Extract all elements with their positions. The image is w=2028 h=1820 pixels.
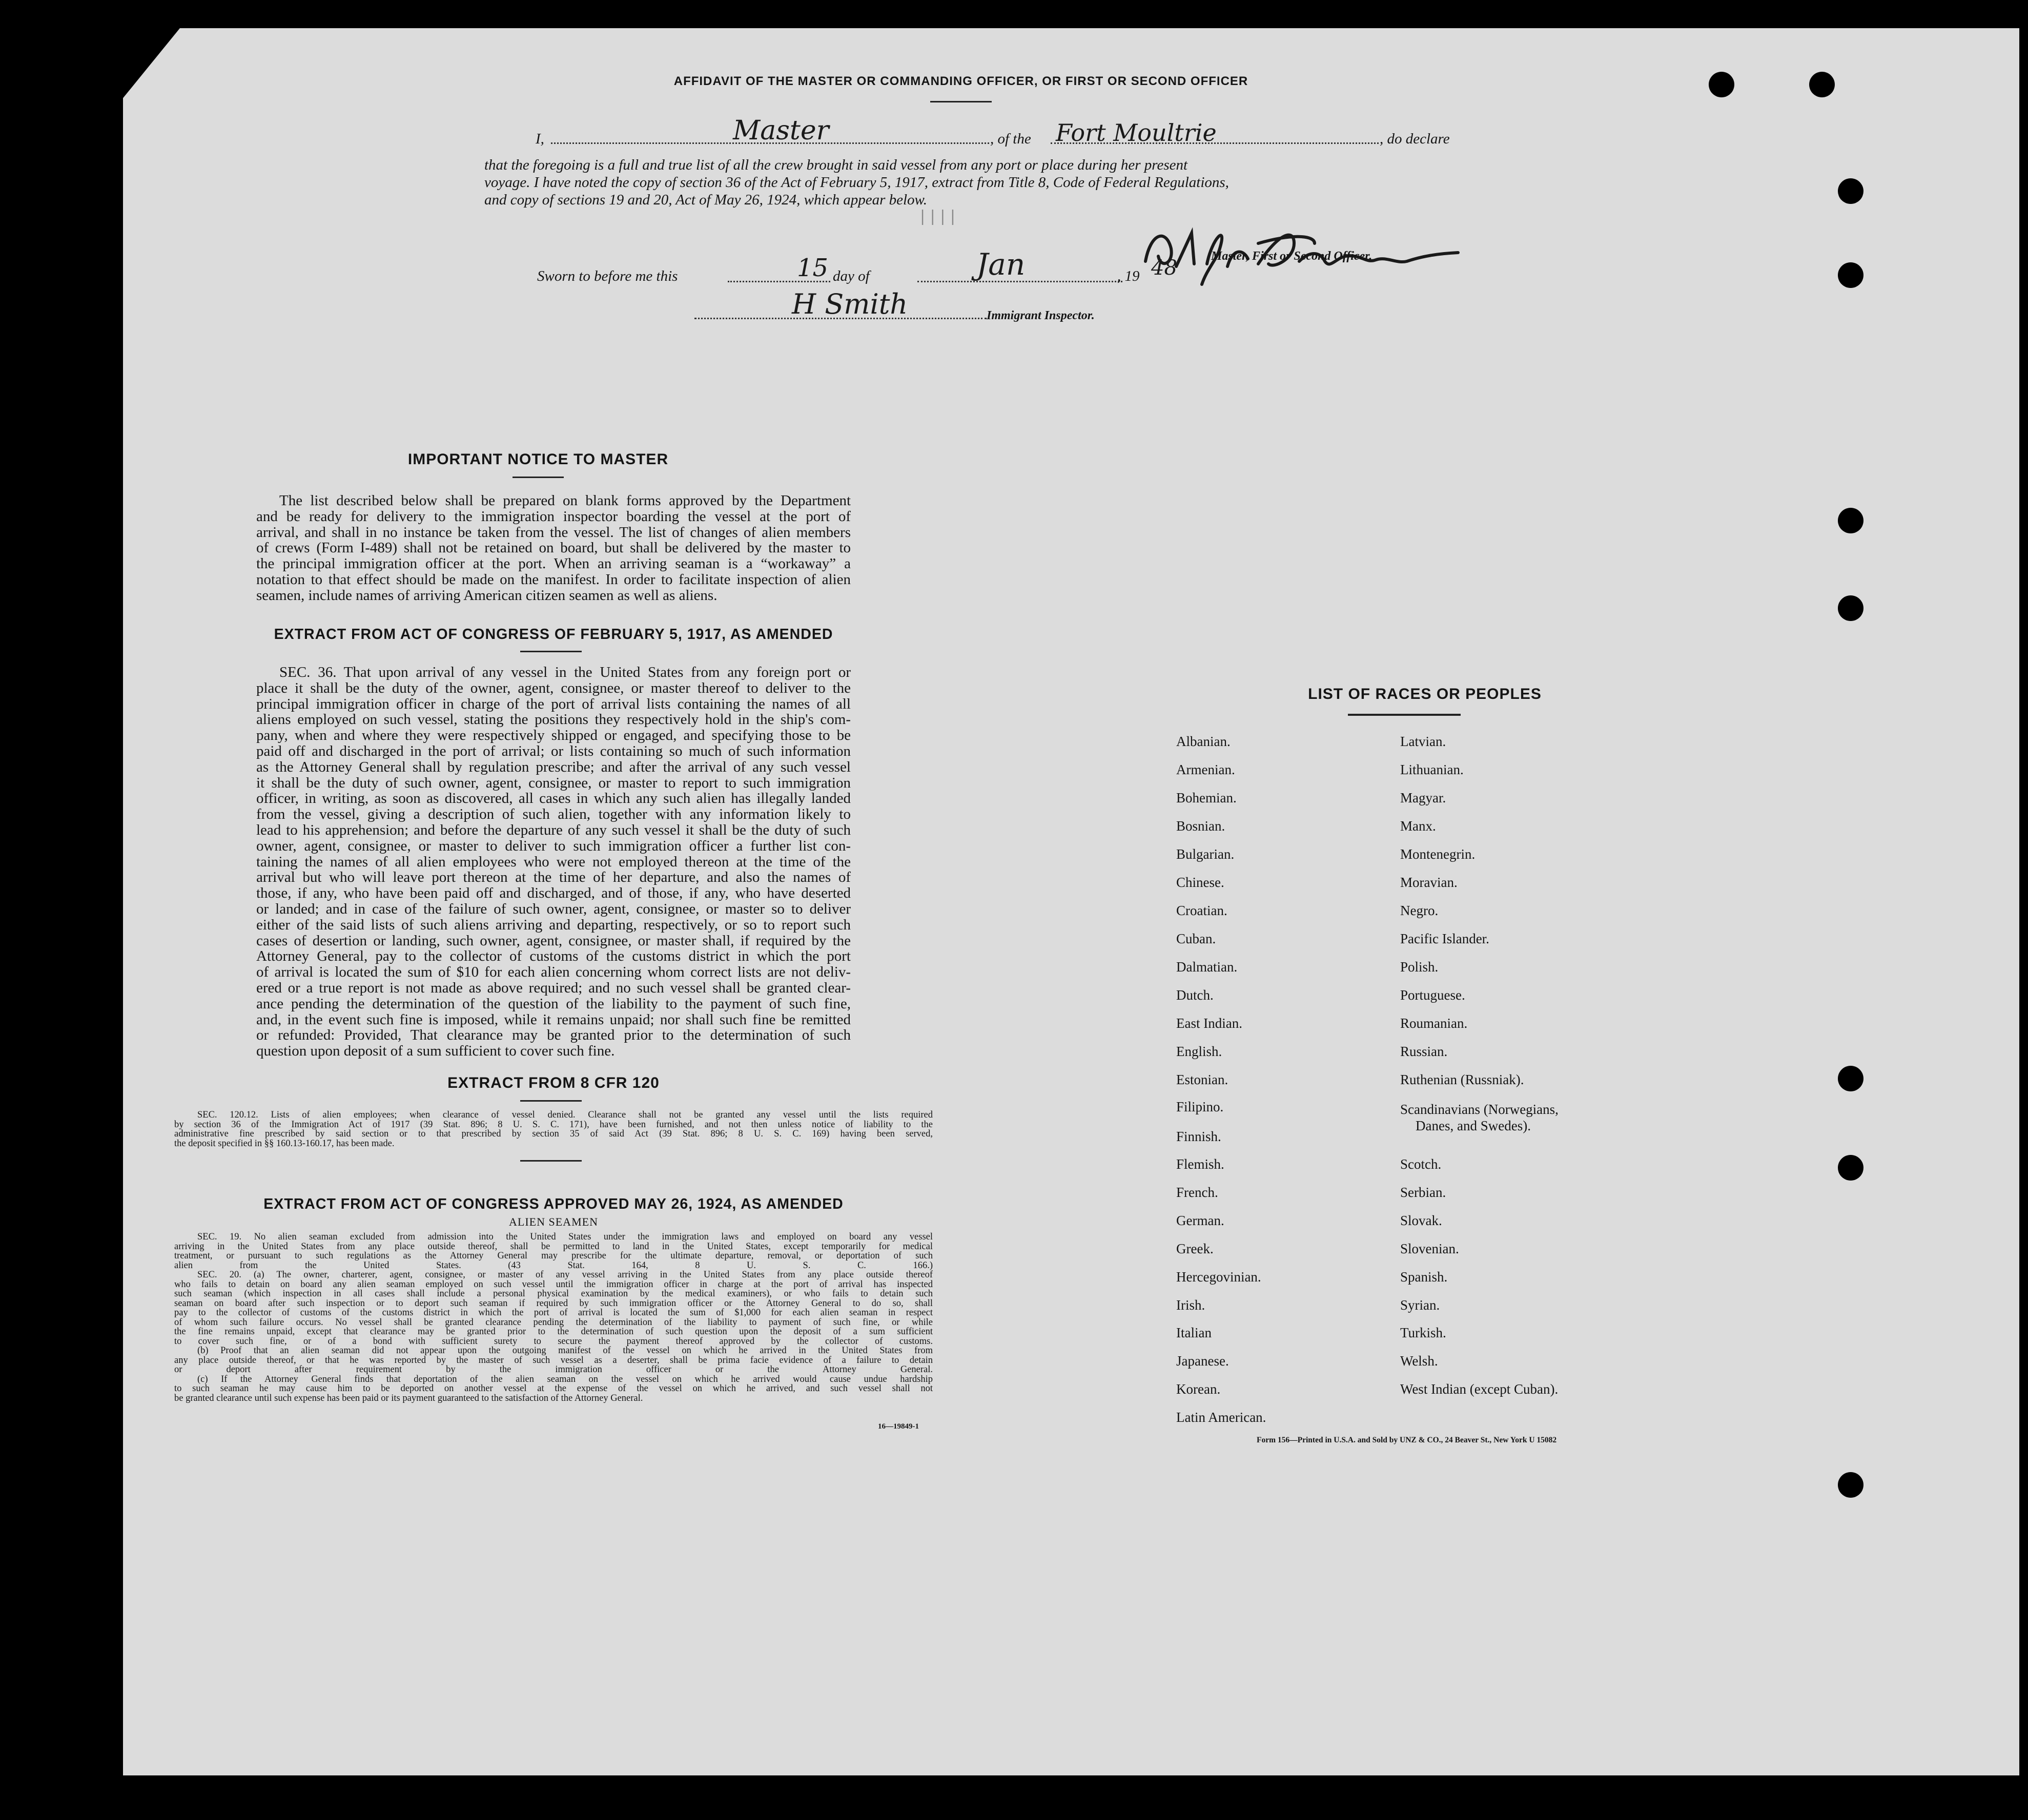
extract-1917-rule	[520, 651, 582, 652]
extract-1924-title: EXTRACT FROM ACT OF CONGRESS APPROVED MAY 26, 1924, AS AMENDED	[263, 1196, 844, 1212]
signature-caption: Master, First or Second Officer.	[1211, 250, 1373, 263]
race-entry: Polish.	[1400, 959, 1439, 975]
race-entry: Latvian.	[1400, 734, 1446, 749]
race-entry: West Indian (except Cuban).	[1400, 1381, 1559, 1397]
text-line: aliens employed on such vessel, stating the positions they respectively hold in the ship's com-	[256, 712, 851, 728]
race-entry: Dalmatian.	[1176, 959, 1238, 975]
punch-hole	[1838, 1066, 1863, 1091]
text-line: lead to his apprehension; and before the departure of any such vessel it shall be the duty of such	[256, 822, 851, 838]
text-line: paid off and discharged in the port of arrival; or lists containing so much of such information	[256, 743, 851, 759]
text-line: who fails to detain on board any alien seaman employed on such vessel until the immigration officer in charge at the port of arrival has inspected	[174, 1279, 933, 1289]
race-entry: Irish.	[1176, 1297, 1205, 1313]
race-entry: Scandinavians (Norwegians,	[1400, 1102, 1559, 1117]
of-the-label: , of the	[990, 131, 1031, 147]
punch-hole	[1838, 508, 1863, 533]
race-entry: Roumanian.	[1400, 1016, 1468, 1031]
text-line: treatment, or pursuant to such regulations as the Attorney General may prescribe for the ultimate departure, removal, or deportation of such	[174, 1251, 933, 1261]
text-line: those, if any, who have been paid off and discharged, and of those, if any, who have deserted	[256, 885, 851, 901]
text-line: the deposit specified in §§ 160.13-160.17, has been made.	[174, 1139, 395, 1148]
race-entry: Bulgarian.	[1176, 846, 1235, 862]
race-entry: French.	[1176, 1185, 1218, 1200]
race-entry: Pacific Islander.	[1400, 931, 1489, 946]
race-entry: Serbian.	[1400, 1185, 1446, 1200]
race-entry: Montenegrin.	[1400, 846, 1476, 862]
extract-1924-body	[174, 1232, 933, 1403]
race-entry: Portuguese.	[1400, 987, 1465, 1003]
race-entry: Danes, and Swedes).	[1416, 1118, 1531, 1133]
race-entry: Estonian.	[1176, 1072, 1228, 1087]
punch-hole	[1838, 1472, 1863, 1498]
race-entry: Greek.	[1176, 1241, 1214, 1256]
text-line: to cover such fine, or of a bond with sufficient surety to secure the payment thereof approved by the collector of customs.	[174, 1336, 933, 1346]
race-entry: Lithuanian.	[1400, 762, 1464, 777]
punch-hole	[1838, 1155, 1863, 1181]
text-line: from the vessel, giving a description of such alien, together with any information likely to	[256, 806, 851, 822]
race-entry: Bohemian.	[1176, 790, 1237, 805]
text-line: or deport after requirement by the immigration officer or the Attorney General.	[174, 1365, 933, 1375]
text-line: ance pending the determination of the question of the liability to the payment of such fine,	[256, 996, 851, 1012]
master-handwritten: Master	[733, 115, 829, 146]
cfr-title: EXTRACT FROM 8 CFR 120	[447, 1074, 660, 1091]
inspector-caption: Immigrant Inspector.	[987, 309, 1095, 322]
race-entry: East Indian.	[1176, 1016, 1242, 1031]
text-line: such seaman (which inspection in all cases shall include a personal physical examination by the medical examiners), or who fails to detain such	[174, 1289, 933, 1299]
text-line: either of the said lists of such aliens arriving and departing, respectively, or so to report such	[256, 917, 851, 933]
text-line: and, in the event such fine is imposed, while it remains unpaid; nor shall such fine be remitted	[256, 1011, 851, 1028]
month-handwritten: Jan	[976, 247, 1026, 282]
text-line: SEC. 20. (a) The owner, charterer, agent, consignee, or master of any vessel arriving in the United States from any place outside thereof	[197, 1270, 933, 1280]
race-entry: Filipino.	[1176, 1099, 1224, 1114]
text-line: taining the names of all alien employees who were not employed thereon at the time of the	[256, 854, 851, 870]
text-line: the principal immigration officer at the port. When an arriving seaman is a “workaway” a	[256, 556, 851, 572]
text-line: of crews (Form I-489) shall not be retained on board, but shall be delivered by the master to	[256, 540, 851, 556]
sworn-label: Sworn to before me this	[537, 268, 678, 284]
extract-1924-subtitle: ALIEN SEAMEN	[509, 1215, 598, 1228]
notice-title-rule	[513, 477, 564, 478]
race-entry: Russian.	[1400, 1044, 1448, 1059]
text-line: place it shall be the duty of the owner, agent, consignee, or master thereof to deliver to the	[256, 680, 851, 696]
races-title-rule	[1348, 714, 1461, 716]
extract-1917-title: EXTRACT FROM ACT OF CONGRESS OF FEBRUARY 5, 1917, AS AMENDED	[274, 626, 833, 643]
text-line: cases of desertion or landing, such owner, agent, consignee, or master shall, if required by the	[256, 933, 851, 949]
text-line: SEC. 36. That upon arrival of any vessel in the United States from any foreign port or	[279, 665, 851, 680]
race-entry: Dutch.	[1176, 987, 1214, 1003]
year-handwritten: 48	[1151, 256, 1177, 280]
race-entry: Italian	[1176, 1325, 1212, 1340]
race-entry: Hercegovinian.	[1176, 1269, 1261, 1285]
race-entry: Negro.	[1400, 903, 1439, 918]
punch-hole	[1838, 595, 1863, 621]
notice-body	[256, 493, 851, 604]
race-entry: Moravian.	[1400, 875, 1458, 890]
text-line: arrival, and shall in no instance be taken from the vessel. The list of changes of alien members	[256, 524, 851, 541]
races-title: LIST OF RACES OR PEOPLES	[1308, 686, 1542, 702]
race-entry: Scotch.	[1400, 1156, 1442, 1172]
extract-1924-code: 16—19849-1	[878, 1422, 919, 1431]
text-line: to such seaman he may cause him to be deported on another vessel at the expense of the vessel on which he arrived, and such vessel shall not	[174, 1384, 933, 1394]
cfr-end-rule	[520, 1160, 582, 1162]
race-entry: Ruthenian (Russniak).	[1400, 1072, 1524, 1087]
inspector-handwritten: H Smith	[792, 288, 908, 320]
race-entry: English.	[1176, 1044, 1222, 1059]
race-entry: Flemish.	[1176, 1156, 1224, 1172]
race-entry: Slovak.	[1400, 1213, 1442, 1228]
text-line: (c) If the Attorney General finds that deportation of the alien seaman on the vessel on which he arrived would cause undue hardship	[197, 1374, 933, 1384]
text-line: it shall be the duty of such owner, agent, consignee, or master to report to such immigration	[256, 775, 851, 791]
text-line: notation to that effect should be made on the manifest. In order to facilitate inspection of alien	[256, 571, 851, 588]
stamp-mark: | | | |	[920, 208, 956, 225]
race-entry: German.	[1176, 1213, 1224, 1228]
day-handwritten: 15	[797, 254, 829, 282]
text-line: by section 36 of the Immigration Act of 1917 (39 Stat. 896; 8 U. S. C. 171), have been furnished, and not then unless notice of liability to the	[174, 1120, 933, 1129]
i-label: I,	[536, 131, 544, 147]
text-line: as the Attorney General shall by regulation prescribe; and after the arrival of any such vessel	[256, 759, 851, 775]
text-line: alien from the United States. (43 Stat. 164, 8 U. S. C. 166.)	[174, 1260, 933, 1270]
text-line: or refunded: Provided, That clearance may be granted prior to the determination of such	[256, 1027, 851, 1044]
text-line: SEC. 120.12. Lists of alien employees; when clearance of vessel denied. Clearance shall not be granted any vessel until the lists required	[197, 1110, 933, 1120]
race-entry: Croatian.	[1176, 903, 1227, 918]
race-entry: Albanian.	[1176, 734, 1231, 749]
text-line: seamen, include names of arriving American citizen seamen as well as aliens.	[256, 587, 718, 604]
affidavit-title: AFFIDAVIT OF THE MASTER OR COMMANDING OFFICER, OR FIRST OR SECOND OFFICER	[673, 74, 1248, 88]
race-entry: Cuban.	[1176, 931, 1216, 946]
race-entry: Syrian.	[1400, 1297, 1440, 1313]
race-entry: Magyar.	[1400, 790, 1446, 805]
text-line: administrative fine prescribed by said section or to that prescribed by section 35 of said Act (39 Stat. 896; 8 U. S. C. 169) having been served,	[174, 1129, 933, 1139]
race-entry: Latin American.	[1176, 1410, 1266, 1425]
sworn-line	[0, 0, 2028, 322]
text-line: be granted clearance until such expense has been paid or its payment guaranteed to the satisfaction of the Attorney General.	[174, 1393, 643, 1403]
text-line: or landed; and in case of the failure of such owner, agent, consignee, or master so to deliver	[256, 901, 851, 917]
race-entry: Welsh.	[1400, 1353, 1438, 1369]
affidavit-body-line: and copy of sections 19 and 20, Act of May 26, 1924, which appear below.	[484, 192, 927, 208]
text-line: officer, in writing, as soon as discovered, all cases in which any such alien has illegally landed	[256, 791, 851, 807]
text-line: pany, when and where they were respectively shipped or engaged, and specifying those to be	[256, 728, 851, 743]
form-footer: Form 156—Printed in U.S.A. and Sold by UNZ & CO., 24 Beaver St., New York U 15082	[1257, 1436, 1557, 1444]
text-line: (b) Proof that an alien seaman did not appear upon the outgoing manifest of the vessel on which he arrived in the United States from	[197, 1346, 933, 1356]
text-line: owner, agent, consignee, or master to deliver to such immigration officer a further list con-	[256, 838, 851, 854]
text-line: seaman on board after such inspection or to deport such seaman if required by such immigration officer or the Attorney General to do so, shall	[174, 1298, 933, 1308]
race-entry: Spanish.	[1400, 1269, 1448, 1285]
day-of-label: day of	[833, 268, 870, 284]
text-line: any place outside thereof, or that he was reported by the master of such vessel as a deserter, shall be prima facie evidence of a failure to detain	[174, 1355, 933, 1365]
text-line: ered or a true report is not made as above required; and no such vessel shall be granted clear-	[256, 980, 851, 996]
race-entry: Korean.	[1176, 1381, 1221, 1397]
text-line: The list described below shall be prepared on blank forms approved by the Department	[279, 493, 851, 509]
do-declare-label: , do declare	[1380, 131, 1450, 147]
race-entry: Japanese.	[1176, 1353, 1229, 1369]
notice-title: IMPORTANT NOTICE TO MASTER	[407, 451, 669, 468]
race-entry: Bosnian.	[1176, 818, 1225, 834]
race-entry: Finnish.	[1176, 1129, 1221, 1144]
text-line: and be ready for delivery to the immigration inspector boarding the vessel at the port of	[256, 508, 851, 525]
text-line: of whom such failure occurs. No vessel shall be granted clearance pending the determination of the liability to payment of such fine, or while	[174, 1317, 933, 1327]
race-entry: Manx.	[1400, 818, 1436, 834]
text-line: principal immigration officer in charge of the port of arrival lists containing the names of all	[256, 696, 851, 712]
race-entry: Chinese.	[1176, 875, 1224, 890]
text-line: of arrival is located the sum of $10 for each alien concerning whom correct lists are not deliv-	[256, 964, 851, 980]
vessel-handwritten: Fort Moultrie	[1056, 119, 1217, 147]
race-entry: Turkish.	[1400, 1325, 1446, 1340]
affidavit-body-line: voyage. I have noted the copy of section 36 of the Act of February 5, 1917, extract from Title 8, Code of Federal Regulations,	[484, 174, 1229, 191]
text-line: SEC. 19. No alien seaman excluded from admission into the United States under the immigration laws and employed on board any vessel	[197, 1232, 933, 1242]
affidavit-body-line: that the foregoing is a full and true list of all the crew brought in said vessel from any port or place during her present	[484, 157, 1188, 173]
cfr-body	[174, 1110, 933, 1148]
text-line: arriving in the United States from any place outside thereof, shall be permitted to land in the United States, except temporarily for medical	[174, 1242, 933, 1251]
year-prefix: , 19	[1117, 268, 1140, 284]
race-entry: Armenian.	[1176, 762, 1235, 777]
text-line: pay to the collector of customs of the customs district in which the port of arrival is located the sum of $1,000 for each alien seaman in respect	[174, 1308, 933, 1318]
text-line: the fine remains unpaid, except that clearance may be granted prior to the determination of such question upon the deposit of a sum sufficient	[174, 1327, 933, 1337]
cfr-title-rule	[520, 1100, 582, 1102]
text-line: question upon deposit of a sum sufficient to cover such fine.	[256, 1043, 615, 1059]
race-entry: Slovenian.	[1400, 1241, 1459, 1256]
text-line: Attorney General, pay to the collector of customs of the customs district in which the port	[256, 948, 851, 965]
extract-1917-body	[256, 665, 851, 1059]
text-line: arrival but who will leave port thereon at the time of her departure, and also the names of	[256, 870, 851, 886]
